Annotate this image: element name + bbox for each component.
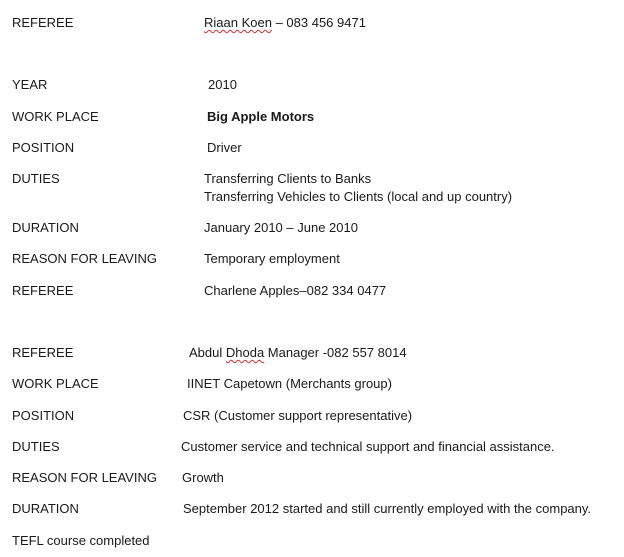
referee-first-name: Abdul xyxy=(189,345,226,360)
reason-label: REASON FOR LEAVING xyxy=(12,470,157,485)
workplace-row-2 xyxy=(0,376,624,394)
referee-label: REFEREE xyxy=(12,15,74,30)
duties-row-2 xyxy=(0,439,624,457)
position-label: POSITION xyxy=(12,408,75,423)
referee-surname: Dhoda xyxy=(225,345,265,360)
duties-value: Customer service and technical support and financial assistance. xyxy=(181,439,555,454)
referee-label: REFEREE xyxy=(12,345,74,360)
workplace-row-1 xyxy=(0,109,624,127)
year-row xyxy=(0,77,624,95)
referee-value xyxy=(204,15,366,30)
duration-label: DURATION xyxy=(12,220,79,235)
duration-value: September 2012 started and still currently employed with the company. xyxy=(183,501,592,516)
reason-row-2 xyxy=(0,470,624,488)
workplace-value: IINET Capetown (Merchants group) xyxy=(187,376,392,391)
position-row-1 xyxy=(0,140,624,158)
duration-label: DURATION xyxy=(12,501,79,516)
year-value: 2010 xyxy=(208,77,237,92)
reason-value: Temporary employment xyxy=(204,251,340,266)
referee-label: REFEREE xyxy=(12,283,74,298)
position-row-2 xyxy=(0,408,624,426)
year-label: YEAR xyxy=(12,77,48,92)
referee-value: Charlene Apples–082 334 0477 xyxy=(204,283,387,298)
referee-name: Riaan Koen xyxy=(204,15,272,30)
referee-row-3 xyxy=(0,345,624,363)
position-value: Driver xyxy=(207,140,242,155)
duties-line-1: Transferring Clients to Banks xyxy=(204,171,372,186)
referee-row-2 xyxy=(0,283,624,301)
tefl-note: TEFL course completed xyxy=(12,533,150,548)
duties-label: DUTIES xyxy=(12,171,60,186)
reason-label: REASON FOR LEAVING xyxy=(12,251,157,266)
workplace-label: WORK PLACE xyxy=(12,109,99,124)
reason-value: Growth xyxy=(182,470,224,485)
duration-row-2 xyxy=(0,501,624,519)
workplace-label: WORK PLACE xyxy=(12,376,99,391)
referee-row-1 xyxy=(0,15,624,33)
referee-phone: – 083 456 9471 xyxy=(271,15,366,30)
tefl-row xyxy=(0,533,624,551)
duties-label: DUTIES xyxy=(12,439,60,454)
referee-details: Manager -082 557 8014 xyxy=(264,345,407,360)
duration-row-1 xyxy=(0,220,624,238)
reason-row-1 xyxy=(0,251,624,269)
duties-line-2: Transferring Vehicles to Clients (local and up country) xyxy=(204,189,513,204)
duration-value: January 2010 – June 2010 xyxy=(204,220,358,235)
referee-value xyxy=(189,345,407,360)
position-value: CSR (Customer support representative) xyxy=(183,408,413,423)
workplace-value: Big Apple Motors xyxy=(207,109,315,124)
duties-row-1 xyxy=(0,171,624,207)
position-label: POSITION xyxy=(12,140,75,155)
